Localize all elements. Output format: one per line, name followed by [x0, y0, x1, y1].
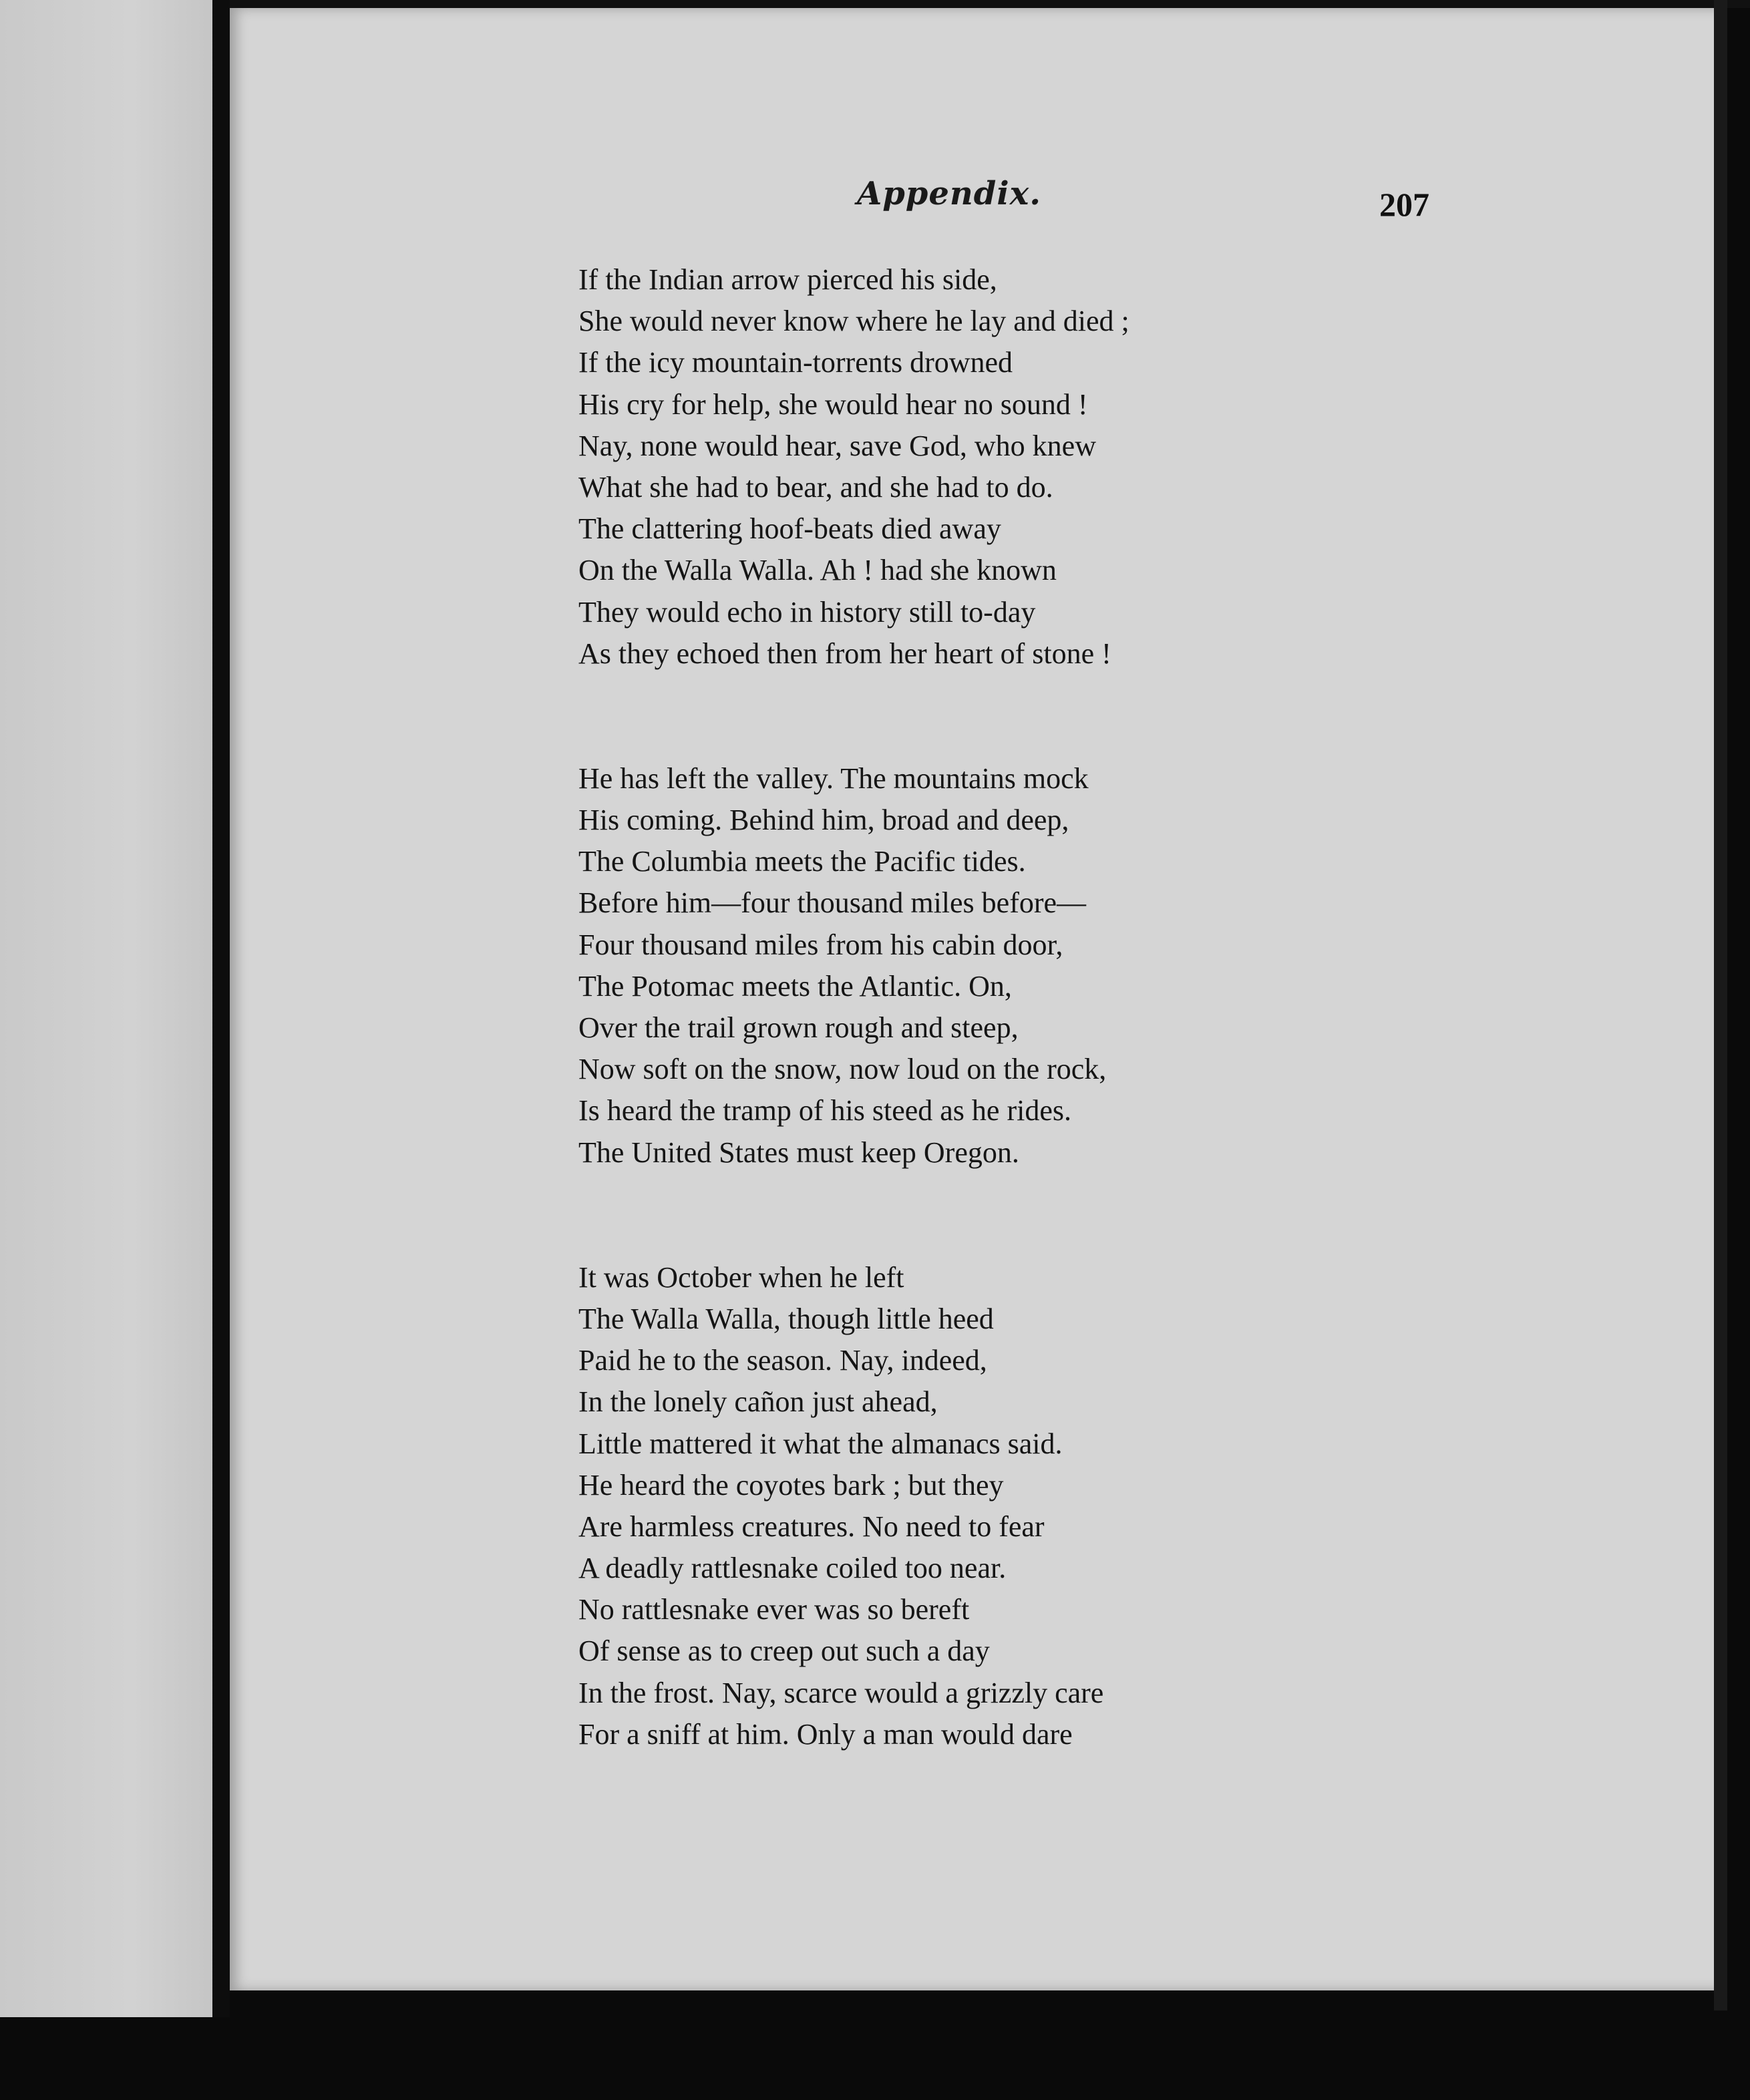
poem-line: On the Walla Walla. Ah ! had she known	[578, 554, 1057, 587]
page-right-edge	[1714, 0, 1727, 2010]
poem-line: What she had to bear, and she had to do.	[578, 470, 1053, 504]
poem-line: She would never know where he lay and died ;	[578, 305, 1129, 338]
poem-line: The Walla Walla, though little heed	[578, 1302, 994, 1335]
poem-line: He heard the coyotes bark ; but they	[578, 1468, 1004, 1502]
poem-line: Paid he to the season. Nay, indeed,	[578, 1344, 987, 1377]
poem-line: No rattlesnake ever was so bereft	[578, 1593, 970, 1626]
page-number: 207	[1379, 186, 1429, 223]
book-gutter	[212, 0, 230, 2017]
scan-top-edge	[0, 0, 1750, 8]
poem-body	[578, 259, 1327, 1755]
poem-line: If the Indian arrow pierced his side,	[578, 263, 997, 296]
poem-line: If the icy mountain-torrents drowned	[578, 346, 1013, 379]
poem-line: Are harmless creatures. No need to fear	[578, 1510, 1045, 1543]
poem-line: Of sense as to creep out such a day	[578, 1634, 990, 1668]
poem-line: The Potomac meets the Atlantic. On,	[578, 969, 1012, 1003]
poem-line: His cry for help, she would hear no sound !	[578, 387, 1088, 421]
running-head: Appendix.	[857, 175, 1041, 212]
stanza-1	[578, 259, 1327, 675]
poem-line: Over the trail grown rough and steep,	[578, 1011, 1019, 1044]
poem-line: They would echo in history still to-day	[578, 595, 1036, 629]
poem-line: In the frost. Nay, scarce would a grizzly care	[578, 1676, 1104, 1709]
poem-line: Little mattered it what the almanacs said.	[578, 1427, 1063, 1460]
poem-line: A deadly rattlesnake coiled too near.	[578, 1552, 1007, 1585]
poem-line: Now soft on the snow, now loud on the rock,	[578, 1053, 1107, 1086]
poem-line: He has left the valley. The mountains mock	[578, 761, 1089, 795]
poem-line: For a sniff at him. Only a man would dare	[578, 1717, 1073, 1751]
poem-line: Is heard the tramp of his steed as he rides.	[578, 1094, 1071, 1127]
stanza-3	[578, 1257, 1327, 1755]
poem-line: The Columbia meets the Pacific tides.	[578, 845, 1026, 878]
stanza-break	[578, 1174, 1327, 1257]
poem-line: The clattering hoof-beats died away	[578, 512, 1001, 546]
poem-line: In the lonely cañon just ahead,	[578, 1385, 938, 1419]
poem-line: Before him—four thousand miles before—	[578, 886, 1087, 920]
poem-line: The United States must keep Oregon.	[578, 1135, 1019, 1169]
left-page-margin	[0, 0, 220, 2017]
poem-line: It was October when he left	[578, 1260, 904, 1294]
stanza-break	[578, 675, 1327, 758]
poem-line: Nay, none would hear, save God, who knew	[578, 429, 1096, 462]
poem-line: As they echoed then from her heart of stone !	[578, 637, 1111, 670]
poem-line: Four thousand miles from his cabin door,	[578, 928, 1063, 961]
poem-line: His coming. Behind him, broad and deep,	[578, 804, 1069, 837]
stanza-2	[578, 758, 1327, 1174]
